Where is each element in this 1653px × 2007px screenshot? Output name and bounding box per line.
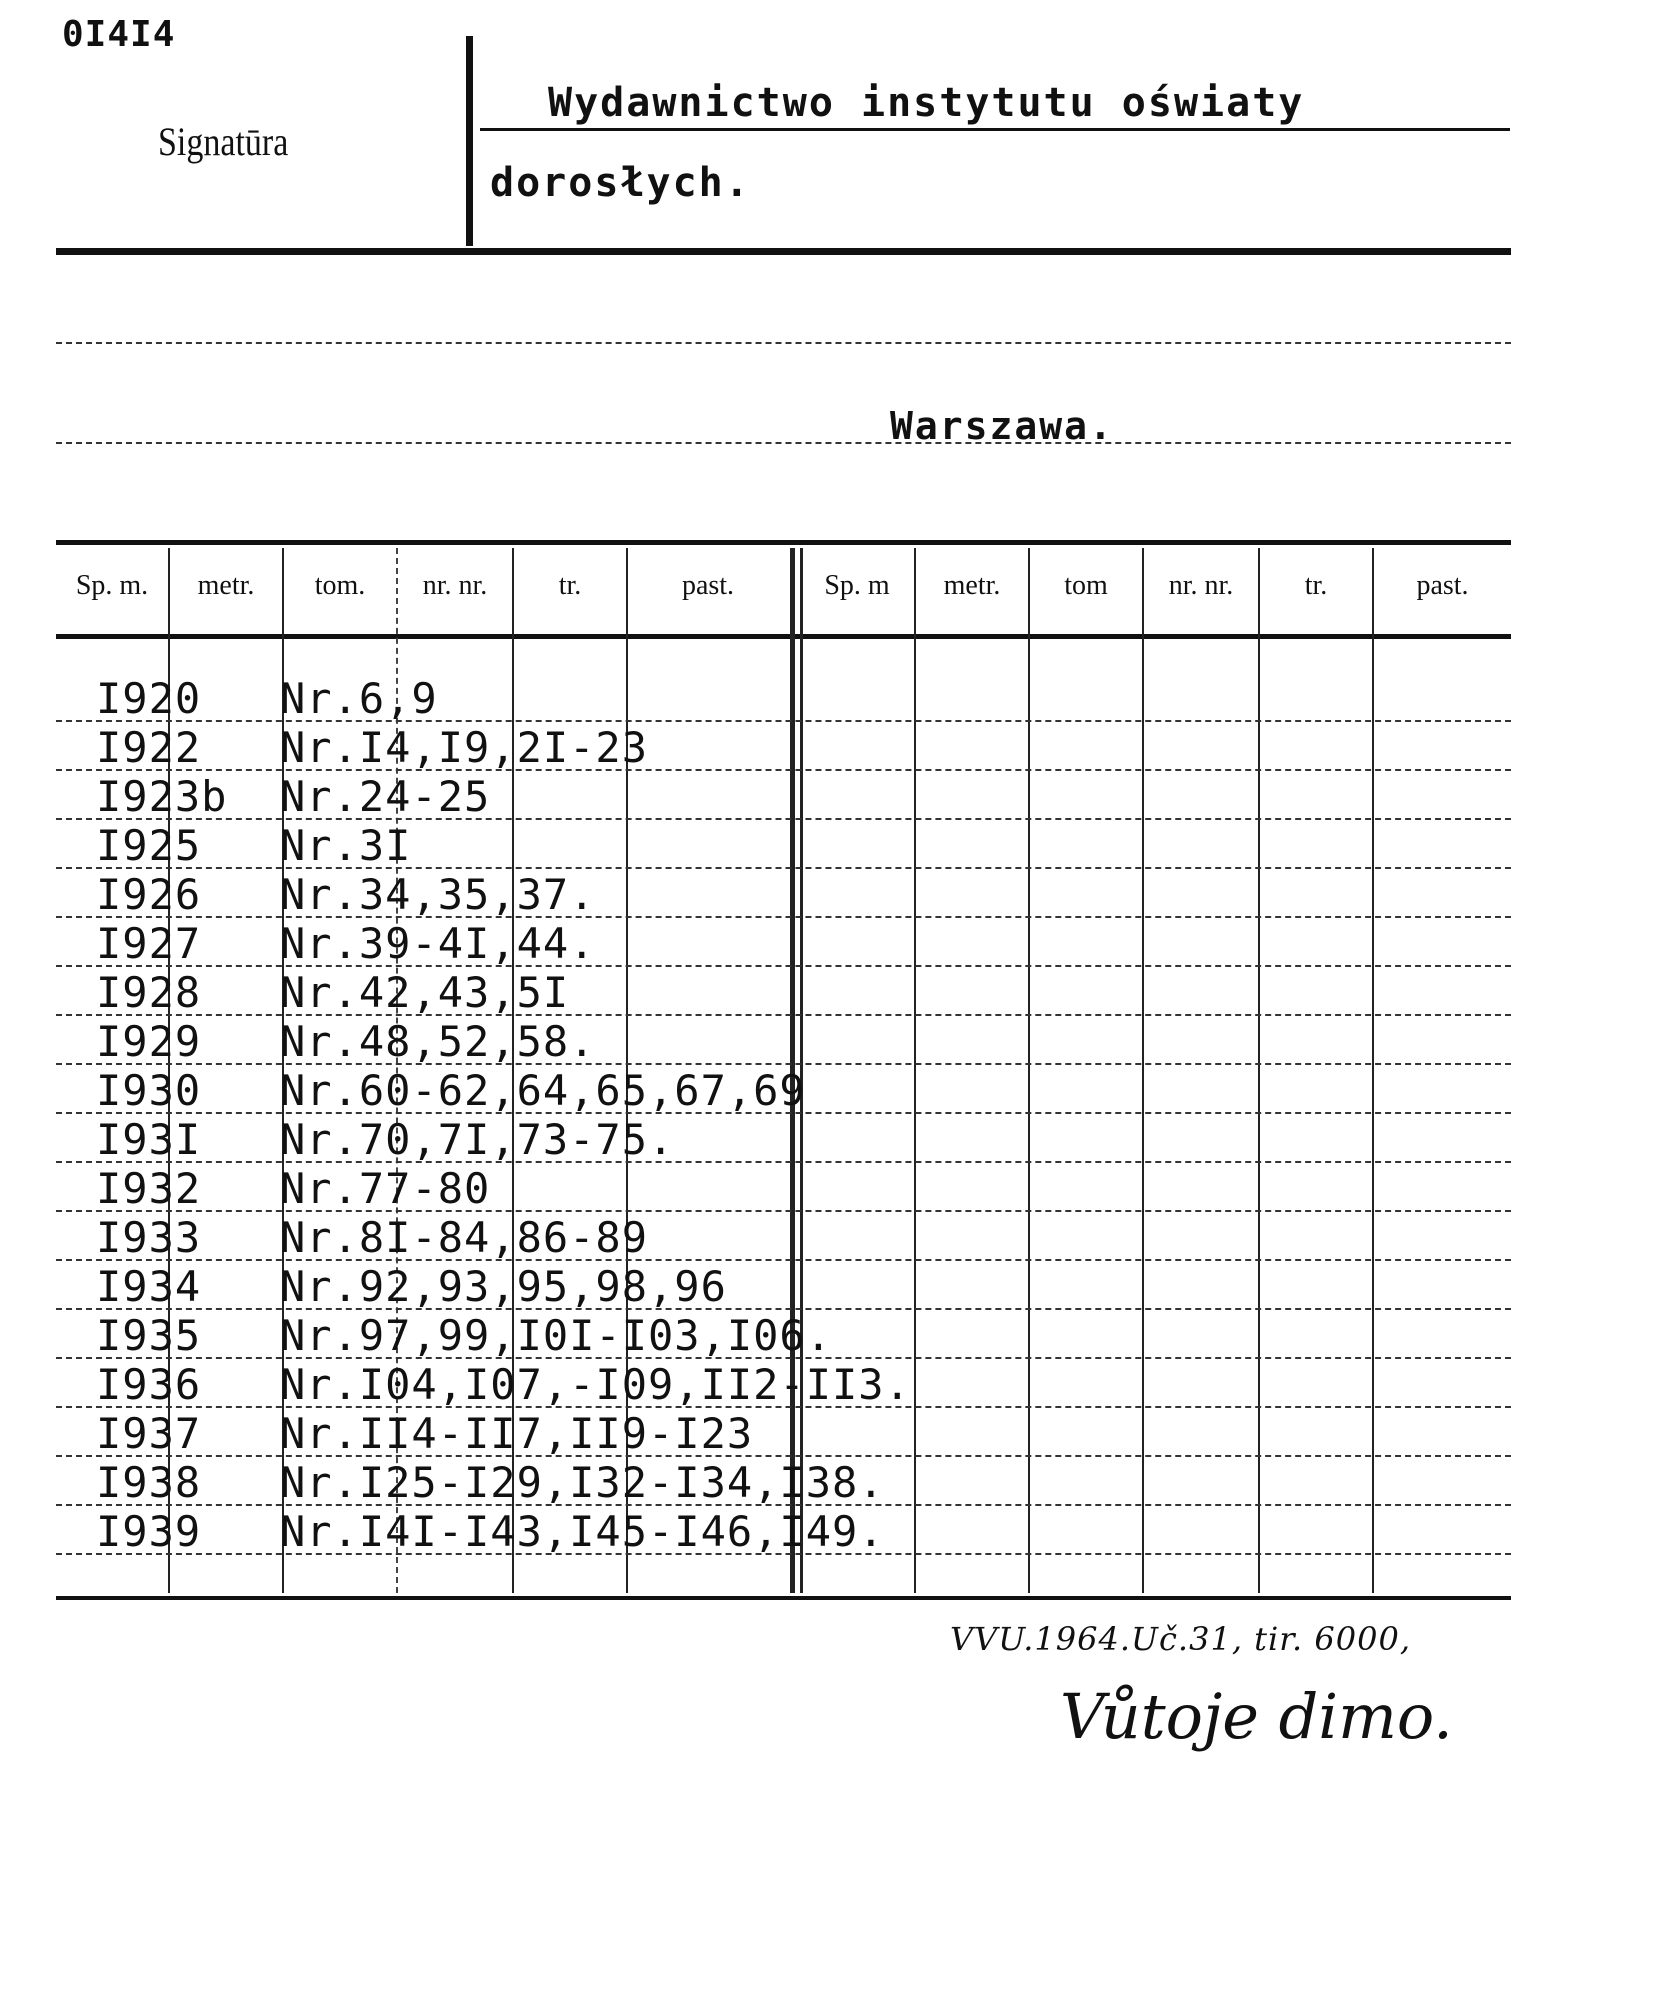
row-rule xyxy=(56,916,1511,918)
header-divider xyxy=(466,36,473,246)
row-volumes: Nr.I4,I9,2I-23 xyxy=(280,723,649,772)
title-line-1: Wydawnictwo instytutu oświaty xyxy=(548,80,1305,126)
row-year: I938 xyxy=(96,1458,202,1507)
row-volumes: Nr.70,7I,73-75. xyxy=(280,1115,675,1164)
row-volumes: Nr.I04,I07,-I09,II2-II3. xyxy=(280,1360,911,1409)
row-year: I926 xyxy=(96,870,202,919)
row-rule xyxy=(56,1455,1511,1457)
row-rule xyxy=(56,965,1511,967)
row-year: I937 xyxy=(96,1409,202,1458)
row-year: I925 xyxy=(96,821,202,870)
table-row xyxy=(0,1409,1653,1458)
table-row xyxy=(0,1458,1653,1507)
row-volumes: Nr.92,93,95,98,96 xyxy=(280,1262,727,1311)
row-volumes: Nr.6,9 xyxy=(280,674,438,723)
row-volumes: Nr.60-62,64,65,67,69 xyxy=(280,1066,806,1115)
row-volumes: Nr.8I-84,86-89 xyxy=(280,1213,649,1262)
table-row xyxy=(0,919,1653,968)
signum-number: 0I4I4 xyxy=(62,14,176,55)
row-rule xyxy=(56,1308,1511,1310)
table-row xyxy=(0,1066,1653,1115)
row-year: I935 xyxy=(96,1311,202,1360)
table-row xyxy=(0,723,1653,772)
row-rule xyxy=(56,867,1511,869)
row-rule xyxy=(56,1014,1511,1016)
header-past-2: past. xyxy=(1416,570,1469,601)
header-rule xyxy=(56,248,1511,255)
row-year: I922 xyxy=(96,723,202,772)
row-year: I928 xyxy=(96,968,202,1017)
row-rule xyxy=(56,1406,1511,1408)
table-row xyxy=(0,1164,1653,1213)
row-year: I920 xyxy=(96,674,202,723)
row-volumes: Nr.24-25 xyxy=(280,772,491,821)
row-rule xyxy=(56,1504,1511,1506)
table-row xyxy=(0,968,1653,1017)
row-year: I927 xyxy=(96,919,202,968)
table-row xyxy=(0,772,1653,821)
row-year: I930 xyxy=(96,1066,202,1115)
table-top-rule xyxy=(56,540,1511,545)
row-volumes: Nr.3I xyxy=(280,821,412,870)
row-rule xyxy=(56,720,1511,722)
header-tr: tr. xyxy=(558,570,582,601)
header-metr-2: metr. xyxy=(943,570,1001,601)
header-tom: tom. xyxy=(314,570,366,601)
header-sp-m: Sp. m. xyxy=(75,570,149,601)
row-volumes: Nr.48,52,58. xyxy=(280,1017,596,1066)
row-year: I934 xyxy=(96,1262,202,1311)
row-year: I929 xyxy=(96,1017,202,1066)
row-year: I932 xyxy=(96,1164,202,1213)
header-tom-2: tom xyxy=(1064,570,1108,601)
header-metr: metr. xyxy=(197,570,255,601)
row-rule xyxy=(56,1063,1511,1065)
row-rule xyxy=(56,1357,1511,1359)
row-year: I933 xyxy=(96,1213,202,1262)
row-volumes: Nr.42,43,5I xyxy=(280,968,570,1017)
header-past: past. xyxy=(681,570,735,601)
row-volumes: Nr.II4-II7,II9-I23 xyxy=(280,1409,754,1458)
table-row xyxy=(0,1507,1653,1556)
row-rule xyxy=(56,1112,1511,1114)
table-row xyxy=(0,1017,1653,1066)
row-rule xyxy=(56,818,1511,820)
table-row xyxy=(0,870,1653,919)
row-year: I923b xyxy=(96,772,228,821)
handwritten-signature: Vůtoje dimo. xyxy=(1060,1680,1453,1753)
header-nr-nr-2: nr. nr. xyxy=(1168,570,1234,601)
table-row xyxy=(0,1213,1653,1262)
header-sp-m-2: Sp. m xyxy=(824,570,890,601)
row-volumes: Nr.39-4I,44. xyxy=(280,919,596,968)
table-row xyxy=(0,1311,1653,1360)
row-volumes: Nr.I25-I29,I32-I34,I38. xyxy=(280,1458,885,1507)
table-row xyxy=(0,1262,1653,1311)
row-rule xyxy=(56,1210,1511,1212)
blank-line-1 xyxy=(56,342,1511,344)
row-volumes: Nr.97,99,I0I-I03,I06. xyxy=(280,1311,833,1360)
handwritten-note: VVU.1964.Uč.31, tir. 6000, xyxy=(950,1620,1411,1658)
row-year: I939 xyxy=(96,1507,202,1556)
header-tr-2: tr. xyxy=(1304,570,1328,601)
table-row xyxy=(0,674,1653,723)
row-rule xyxy=(56,1161,1511,1163)
table-bottom-rule xyxy=(56,1596,1511,1600)
row-volumes: Nr.77-80 xyxy=(280,1164,491,1213)
signum-label: Signatūra xyxy=(158,119,289,164)
row-year: I936 xyxy=(96,1360,202,1409)
row-rule xyxy=(56,1259,1511,1261)
table-row xyxy=(0,1115,1653,1164)
title-underline-1 xyxy=(480,128,1510,131)
row-rule xyxy=(56,769,1511,771)
table-header-rule xyxy=(56,634,1511,639)
row-year: I93I xyxy=(96,1115,202,1164)
place-of-publication: Warszawa. xyxy=(890,404,1114,448)
table-row xyxy=(0,821,1653,870)
row-volumes: Nr.34,35,37. xyxy=(280,870,596,919)
header-nr-nr: nr. nr. xyxy=(422,570,488,601)
title-line-2: dorosłych. xyxy=(490,160,751,206)
blank-line-2 xyxy=(56,442,1511,444)
row-rule xyxy=(56,1553,1511,1555)
table-row xyxy=(0,1360,1653,1409)
row-volumes: Nr.I4I-I43,I45-I46,I49. xyxy=(280,1507,885,1556)
